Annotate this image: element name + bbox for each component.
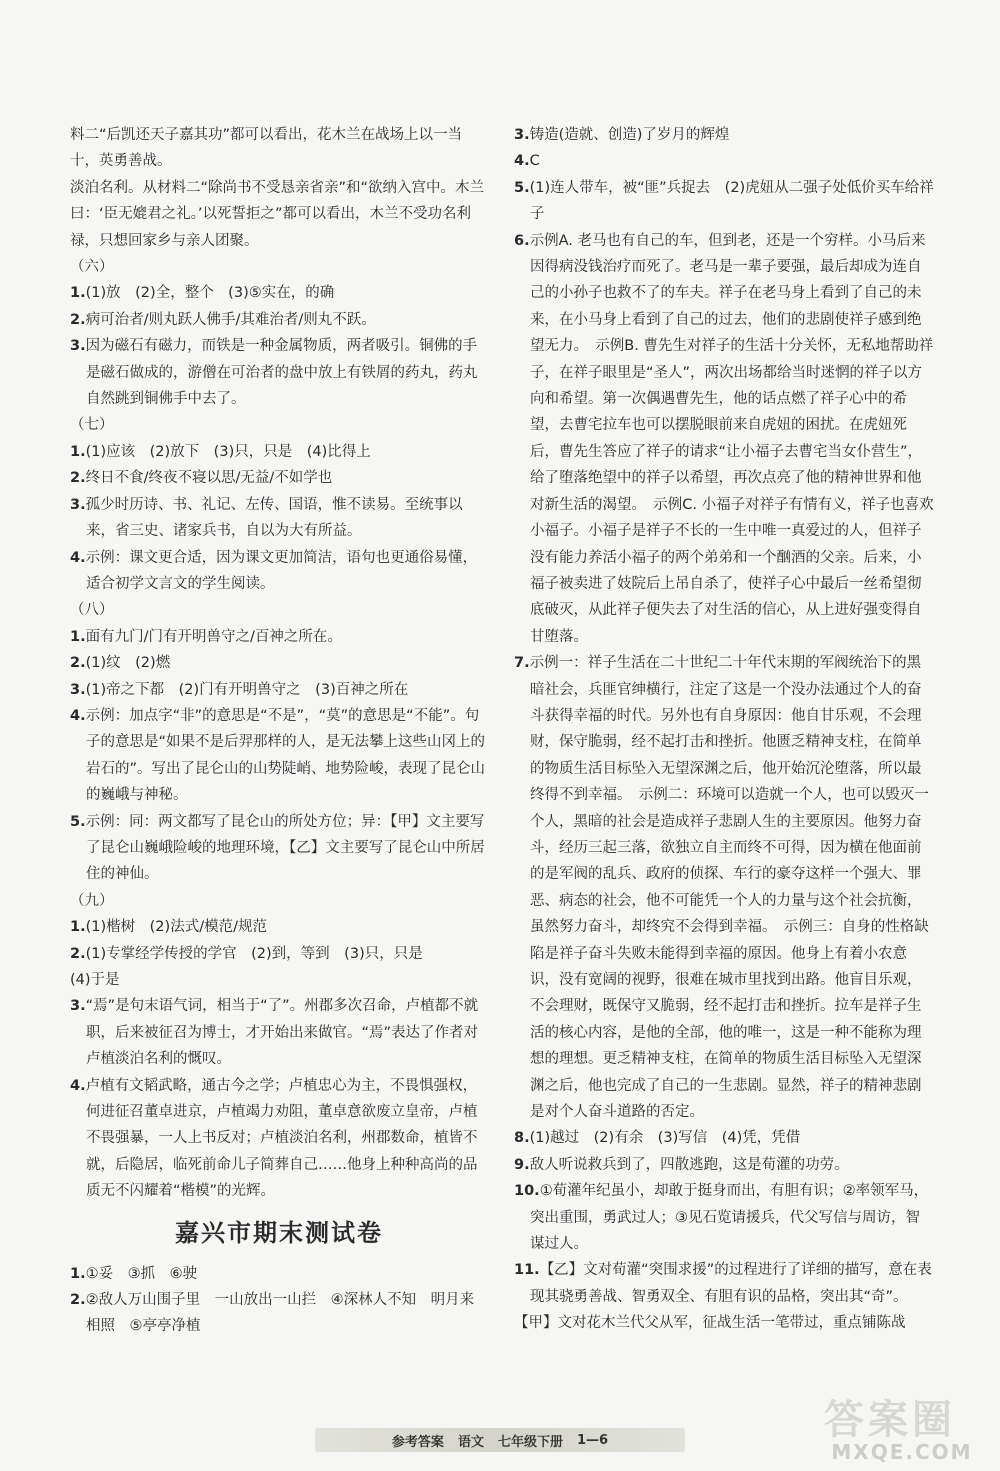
watermark-logo: [812, 1388, 992, 1466]
item-number: 9.: [514, 1156, 530, 1173]
item-text: ①荀灌年纪虽小，却敢于挺身而出，有胆有识；②率领军马，突出重围，勇武过人；③见石览请援兵，代父写信与周访，智谋过人。: [530, 1183, 929, 1253]
section-heading: （七）: [70, 417, 114, 434]
item-number: 4.: [514, 153, 530, 170]
item-number: 11.: [514, 1262, 540, 1279]
answer-item: [70, 333, 488, 412]
item-number: 1.: [70, 919, 86, 936]
item-number: 2.: [70, 945, 86, 962]
answer-item: [70, 703, 488, 809]
item-number: 3.: [70, 496, 86, 513]
item-number: 6.: [514, 232, 530, 249]
answer-item: [70, 492, 488, 545]
answer-item: [514, 1257, 934, 1310]
item-number: 4.: [70, 707, 86, 724]
footer-label-answers: 参考答案: [391, 1434, 444, 1450]
item-number: 8.: [514, 1130, 530, 1147]
item-text: 示例A. 老马也有自己的车，但到老，还是一个穷样。小马后来因得病没钱治疗而死了。老马是一辈子要强，最后却成为连自己的小孙子也救不了的车夫。祥子在老马身上看到了自己的未来，在小马身上看到了自己的过去，他们的悲剧使祥子感到绝望无力。 示例B. 曹先生对祥子的生活十分关怀，无私地帮助祥子，在祥子眼里是“圣人”，两次出场都给当时迷惘的祥子以方向和希望。第一次偶遇曹先生，他的话点燃了祥子心中的希望，去曹宅拉车也可以摆脱眼前来自虎妞的困扰。在虎妞死后，曹先生答应了祥子的请求“让小福子去曹宅当女仆营生”，给了堕落绝望中的祥子以希望，再次点亮了他的精神世界和他对新生活的渴望。 示例C. 小福子对祥子有情有义，祥子也喜欢小福子。小福子是祥子不长的一生中唯一真爱过的人，但祥子没有能力养活小福子的两个弟弟和一个酗酒的父亲。后来，小福子被卖进了妓院后上吊自杀了，使祥子心中最后一丝希望彻底破灭，从此祥子便失去了对生活的信心，从上进好强变得自甘堕落。: [529, 232, 934, 645]
item-text: 示例：加点字“非”的意思是“不是”，“莫”的意思是“不能”。句子的意思是“如果不是后羿那样的人，是无法攀上这些山冈上的岩石的”。写出了昆仑山的山势陡峭、地势险峻，表现了昆仑山的巍峨与神秘。: [85, 707, 486, 804]
item-number: 2.: [70, 655, 86, 672]
item-number: 3.: [70, 998, 86, 1015]
item-text: (1)楷树 (2)法式/模范/规范: [85, 919, 267, 936]
answer-item: [70, 465, 488, 491]
answer-item: [70, 307, 488, 333]
continuation-text: 料二“后凯还天子嘉其功”都可以看出，花木兰在战场上以一当十，英勇善战。: [70, 127, 463, 170]
answer-item: [70, 1287, 488, 1340]
section-heading: （九）: [70, 892, 114, 909]
answer-item: [70, 1073, 488, 1205]
item-number: 5.: [70, 813, 86, 830]
item-text: 敌人听说救兵到了，四散逃跑，这是荀灌的功劳。: [529, 1156, 849, 1173]
answer-item: [70, 914, 488, 940]
item-text: ①妥 ③抓 ⑥驶: [85, 1265, 198, 1282]
item-text: 面有九门/门有开明兽守之/百神之所在。: [85, 628, 342, 645]
section-heading: （六）: [70, 259, 114, 276]
answer-item: [70, 941, 488, 967]
item-number: 10.: [514, 1183, 540, 1200]
continuation-text: (4)于是: [70, 972, 120, 988]
section-heading: （八）: [70, 602, 114, 619]
continuation-text: 【甲】文对花木兰代父从军，征战生活一笔带过，重点铺陈战: [514, 1315, 906, 1332]
item-text: 【乙】文对荀灌“突围求援”的过程进行了详细的描写，意在表现其骁勇善战、智勇双全、有胆有识的品格，突出其“奇”。: [530, 1262, 932, 1305]
item-text: (1)放 (2)全，整个 (3)⑤实在，的确: [85, 285, 335, 302]
answer-item: [70, 545, 488, 598]
answer-item: [70, 439, 488, 465]
page-footer: [315, 1428, 685, 1452]
item-number: 1.: [70, 628, 86, 645]
item-number: 2.: [70, 1292, 86, 1309]
footer-label-grade: 七年级下册: [497, 1434, 563, 1450]
item-text: (1)纹 (2)燃: [85, 655, 171, 672]
answer-item: [70, 1261, 488, 1287]
item-text: (1)越过 (2)有余 (3)写信 (4)凭，凭借: [529, 1130, 801, 1147]
footer-page-number: 1—6: [576, 1432, 609, 1448]
item-text: (1)连人带车，被“匪”兵捉去 (2)虎妞从二强子处低价买车给祥子: [529, 179, 934, 223]
item-text: 孤少时历诗、书、礼记、左传、国语，惟不读易。至统事以来，省三史、诸家兵书，自以为大有所益。: [85, 496, 463, 540]
right-column: [514, 122, 934, 1337]
answer-item: [514, 1152, 934, 1178]
item-text: 病可治者/则丸跃人佛手/其难治者/则丸不跃。: [85, 311, 376, 328]
item-number: 2.: [70, 470, 86, 487]
continuation-text: 淡泊名利。从材料二“除尚书不受恳亲省亲”和“欲纳入宫中。木兰曰：‘臣无媲君之礼。’以死誓拒之”都可以看出，木兰不受功名利禄，只想回家乡与亲人团聚。: [70, 179, 485, 249]
footer-label-subject: 语文: [457, 1434, 484, 1450]
item-number: 3.: [70, 681, 86, 698]
item-number: 2.: [70, 311, 86, 328]
watermark-cn: 答案圈: [824, 1397, 956, 1443]
answer-item: [514, 148, 934, 174]
item-text: (1)应该 (2)放下 (3)只，只是 (4)比得上: [85, 443, 371, 460]
item-number: 4.: [70, 549, 86, 566]
answer-item: [514, 1178, 934, 1257]
answer-item: [514, 1125, 934, 1151]
item-number: 4.: [70, 1077, 86, 1094]
item-text: ②敌人万山围子里 一山放出一山拦 ④深林人不知 明月来相照 ⑤亭亭净植: [85, 1292, 475, 1335]
item-number: 7.: [514, 655, 530, 672]
item-number: 5.: [514, 179, 530, 196]
left-column: [70, 122, 488, 1340]
answer-item: [514, 175, 934, 228]
item-number: 3.: [514, 127, 530, 143]
answer-item: [514, 650, 934, 1125]
answer-item: [70, 650, 488, 676]
answer-item: [70, 624, 488, 650]
item-text: 示例：同：两文都写了昆仑山的所处方位；异：【甲】文主要写了昆仑山巍峨险峻的地理环境，【乙】文主要写了昆仑山中所居住的神仙。: [85, 813, 485, 883]
watermark-url: MXQE.COM: [831, 1440, 973, 1464]
item-text: 示例：课文更合适，因为课文更加简洁，语句也更通俗易懂，适合初学文言文的学生阅读。: [85, 549, 478, 592]
answer-item: [70, 677, 488, 703]
item-number: 1.: [70, 443, 86, 460]
item-text: 终日不食/终夜不寝以思/无益/不如学也: [85, 470, 333, 487]
item-number: 1.: [70, 285, 86, 302]
answer-item: [70, 280, 488, 306]
item-text: 因为磁石有磁力，而铁是一种金属物质，两者吸引。铜佛的手是磁石做成的，游僧在可治者的盘中放上有铁屑的药丸，药丸自然跳到铜佛手中去了。: [85, 338, 478, 408]
item-text: “焉”是句末语气词，相当于“了”。州郡多次召命，卢植都不就职，后来被征召为博士，才开始出来做官。“焉”表达了作者对卢植淡泊名利的慨叹。: [85, 998, 479, 1068]
item-text: 卢植有文韬武略，通古今之学；卢植忠心为主，不畏惧强权，何进征召董卓进京，卢植竭力劝阻，董卓意欲废立皇帝，卢植不畏强暴，一人上书反对；卢植淡泊名利，州郡数命，植皆不就，后隐居，临死前命儿子简葬自己……他身上种种高尚的品质无不闪耀着“楷模”的光辉。: [85, 1077, 478, 1200]
answer-item: [70, 993, 488, 1072]
answer-item: [514, 228, 934, 651]
item-text: C: [529, 153, 540, 170]
item-text: 示例一：祥子生活在二十世纪二十年代末期的军阀统治下的黑暗社会，兵匪官绅横行，注定了这是一个没办法通过个人的奋斗获得幸福的时代。另外也有自身原因：他自甘乐观，不会理财，保守脆弱，经不起打击和挫折。他匮乏精神支柱，在简单的物质生活目标坠入无望深渊之后，他开始沉沦堕落，所以最终得不到幸福。 示例二：环境可以造就一个人，也可以毁灭一个人，黑暗的社会是造成祥子悲剧人生的主要原因。他努力奋斗，经历三起三落，欲独立自主而终不可得，因为横在他面前的是军阀的乱兵、政府的侦探、车行的豪夺这样一个强大、罪恶、病态的社会，他不可能凭一个人的力量与这个社会抗衡，虽然努力奋斗，却终究不会得到幸福。 示例三：自身的性格缺陷是祥子奋斗失败未能得到幸福的原因。他身上有着小农意识，没有宽阔的视野，很难在城市里找到出路。他盲目乐观，不会理财，既保守又脆弱，经不起打击和挫折。拉车是祥子生活的核心内容，是他的全部，他的唯一，这是一种不能称为理想的理想。更乏精神支柱，在简单的物质生活目标坠入无望深渊之后，他也完成了自己的一生悲剧。显然，祥子的精神悲剧是对个人奋斗道路的否定。: [529, 655, 929, 1121]
item-text: (1)帝之下都 (2)门有开明兽守之 (3)百神之所在: [85, 681, 409, 698]
answer-item: [70, 809, 488, 888]
item-number: 1.: [70, 1265, 86, 1282]
item-text: (1)专掌经学传授的学官 (2)到，等到 (3)只，只是: [85, 945, 423, 962]
item-number: 3.: [70, 338, 86, 355]
test-title: 嘉兴市期末测试卷: [175, 1217, 383, 1247]
item-text: 铸造(造就、创造)了岁月的辉煌: [529, 127, 730, 143]
answer-item: [514, 122, 934, 148]
